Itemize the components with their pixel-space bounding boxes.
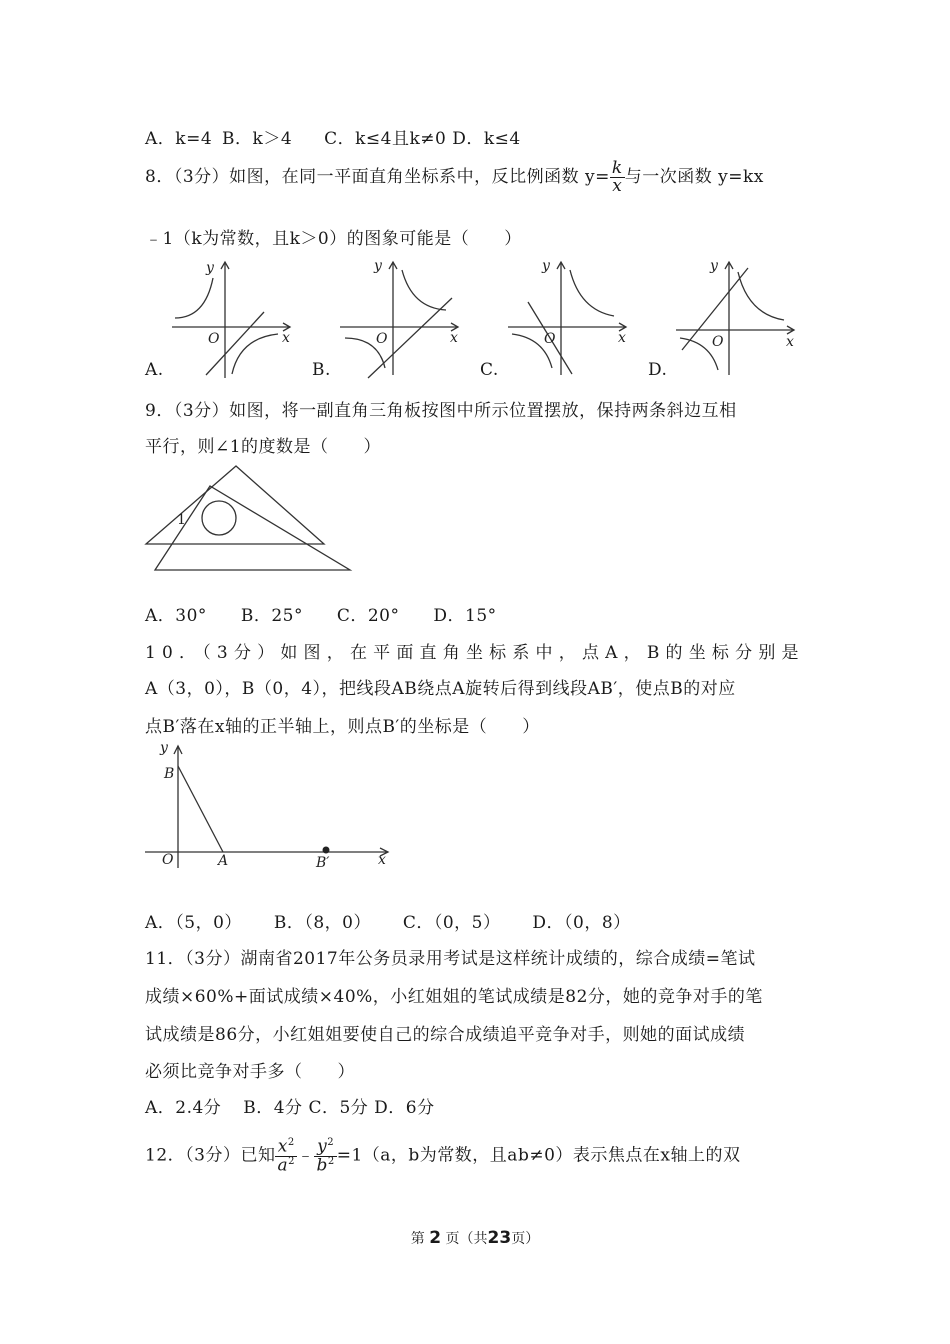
footer-pre: 第: [410, 1231, 425, 1247]
q10-label-x: x: [378, 852, 386, 868]
q8-d-origin: O: [712, 334, 724, 350]
q9-triangle-bottom: [155, 486, 350, 570]
q8-stem-line2: ﹣1（k为常数，且k＞0）的图象可能是（ ）: [145, 229, 522, 249]
q7-option-c: C．k≤4且k≠0: [324, 129, 447, 149]
q12-stem: [145, 1138, 740, 1174]
q10-label-y: y: [160, 740, 168, 756]
q8-label-a: A.: [145, 360, 164, 380]
q8-b-origin: O: [376, 331, 388, 347]
q10-stem-line2: A（3，0），B（0，4），把线段AB绕点A旋转后得到线段AB′，使点B的对应: [145, 679, 736, 699]
q11-stem-line2: 成绩×60%+面试成绩×40%，小红姐姐的笔试成绩是82分，她的竞争对手的笔: [145, 987, 763, 1007]
q8-graph-a: [172, 262, 290, 378]
q11-option-c: C．5分: [308, 1098, 369, 1118]
q8-label-d: D.: [648, 360, 668, 380]
q10-label-b: B: [164, 766, 175, 782]
q12-frac2-den-sup: 2: [327, 1155, 335, 1167]
q12-fraction-1: [275, 1138, 297, 1174]
q7-option-b: B．k＞4: [222, 129, 293, 149]
q9-option-d: D．15°: [433, 606, 497, 626]
q10-options: [145, 908, 631, 933]
q8-a-origin: O: [208, 331, 220, 347]
q10-option-d: D．（0，8）: [532, 913, 631, 933]
q7-option-a: A．k=4: [145, 129, 213, 149]
q12-frac1-num-sup: 2: [287, 1137, 295, 1148]
q8-c-origin: O: [544, 331, 556, 347]
q8-d-axis-x: x: [786, 334, 794, 350]
q12-prefix: 12．（3分）已知: [145, 1145, 276, 1166]
q8-graphs: [0, 250, 950, 390]
q10-point-bprime: [323, 847, 330, 854]
q8-b-axis-y: y: [374, 258, 382, 274]
q8-c-axis-y: y: [542, 258, 550, 274]
q10-option-a: A．（5，0）: [145, 913, 242, 933]
q10-coordinate-figure: [140, 736, 400, 876]
q8-graph-d: [676, 262, 794, 375]
q8-a-axis-y: y: [206, 260, 214, 276]
q7-option-d: D．k≤4: [452, 129, 521, 149]
q8-graph-c: [508, 262, 626, 375]
q11-stem-line1: 11．（3分）湖南省2017年公务员录用考试是这样统计成绩的，综合成绩=笔试: [145, 949, 756, 969]
q10-option-c: C．（0，5）: [402, 913, 501, 933]
q8-prefix: 8．（3分）如图，在同一平面直角坐标系中，反比例函数 y=: [145, 167, 610, 187]
footer-page-number: 2: [429, 1228, 442, 1248]
q12-minus: ﹣: [296, 1145, 315, 1166]
q10-label-a: A: [218, 853, 229, 869]
footer-total-pages: 23: [487, 1228, 512, 1248]
q8-c-axis-x: x: [618, 330, 626, 346]
page-footer: [0, 1228, 950, 1248]
q8-label-c: C.: [480, 360, 499, 380]
q12-suffix: =1（a，b为常数，且ab≠0）表示焦点在x轴上的双: [336, 1145, 741, 1166]
q9-option-a: A．30°: [145, 606, 207, 626]
q9-triangle-top: [146, 466, 324, 544]
q10-label-o: O: [162, 852, 174, 868]
q12-frac1-den-sup: 2: [288, 1155, 295, 1167]
q9-circle: [202, 501, 236, 535]
q12-frac2-num-sup: 2: [327, 1137, 335, 1148]
q11-option-a: A．2.4分: [145, 1098, 222, 1118]
q10-option-b: B．（8，0）: [273, 913, 371, 933]
q8-frac-den: x: [612, 176, 623, 196]
q8-b-axis-x: x: [450, 330, 458, 346]
q8-label-b: B.: [312, 360, 331, 380]
q11-option-b: B．4分: [243, 1098, 303, 1118]
q10-stem-line3: 点B′落在x轴的正半轴上，则点B′的坐标是（ ）: [145, 717, 540, 737]
q11-stem-line4: 必须比竞争对手多（ ）: [145, 1062, 355, 1082]
q9-option-b: B．25°: [240, 606, 303, 626]
q12-frac2-num: y: [317, 1136, 328, 1157]
q11-stem-line3: 试成绩是86分，小红姐姐要使自己的综合成绩追平竞争对手，则她的面试成绩: [145, 1025, 746, 1045]
q8-graph-b: [340, 262, 458, 378]
q8-fraction: [610, 160, 625, 195]
footer-post: 页）: [511, 1231, 540, 1247]
q9-stem-line2: 平行，则∠1的度数是（ ）: [145, 437, 382, 457]
q12-frac2-den: b: [316, 1155, 328, 1176]
q10-stem-line1: 10．（3分）如图，在平面直角坐标系中，点A，B的坐标分别是: [145, 643, 805, 663]
q7-options: [145, 124, 521, 149]
q9-triangles-figure: [140, 460, 360, 580]
q8-d-axis-y: y: [710, 258, 718, 274]
q8-stem-line1: [145, 160, 764, 195]
q8-suffix: 与一次函数 y=kx: [624, 167, 764, 187]
q8-a-axis-x: x: [282, 330, 290, 346]
q11-options: [145, 1093, 435, 1118]
q12-fraction-2: [314, 1138, 336, 1174]
footer-mid: 页（共: [445, 1231, 488, 1247]
q9-angle-label: 1: [177, 512, 186, 528]
q11-option-d: D．6分: [374, 1098, 435, 1118]
q12-frac1-den: a: [277, 1155, 289, 1176]
q9-option-c: C．20°: [336, 606, 400, 626]
q12-frac1-num: x: [277, 1136, 288, 1157]
q9-options: [145, 601, 497, 626]
q9-stem-line1: 9．（3分）如图，将一副直角三角板按图中所示位置摆放，保持两条斜边互相: [145, 401, 737, 421]
q8-frac-num: k: [611, 158, 623, 178]
q10-label-bprime: B′: [316, 855, 330, 871]
